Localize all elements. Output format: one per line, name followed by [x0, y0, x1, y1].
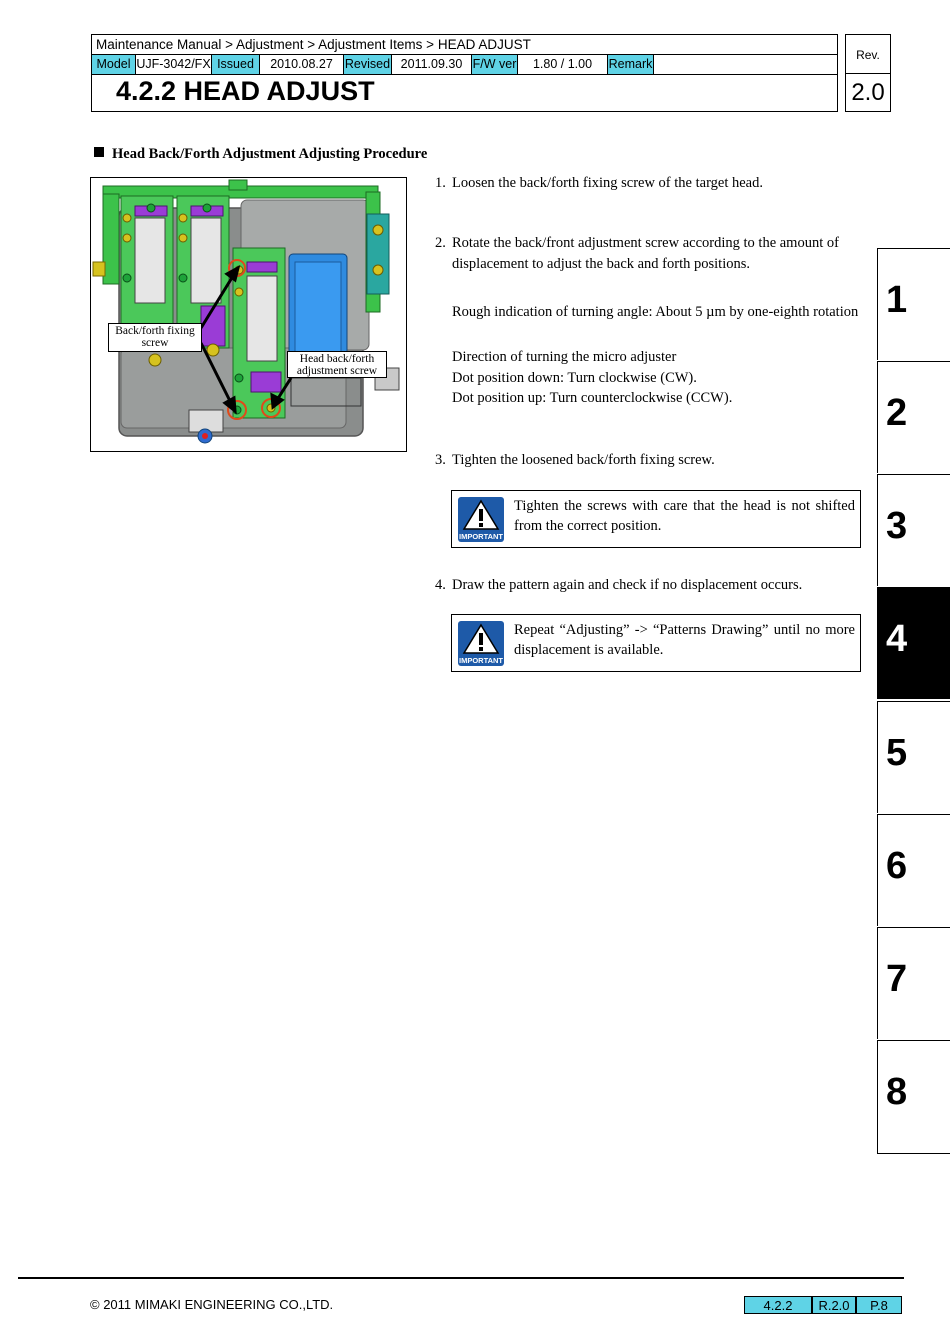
page-title: 4.2.2 HEAD ADJUST [116, 76, 375, 106]
model-label: Model [92, 55, 136, 74]
rev-label: Rev. [846, 35, 890, 74]
important-warning-icon [458, 621, 504, 666]
svg-text:IMPORTANT: IMPORTANT [458, 656, 504, 665]
document-header [91, 34, 838, 112]
important-note-1 [451, 490, 861, 548]
bullet-square-icon [94, 147, 104, 157]
svg-text:IMPORTANT: IMPORTANT [458, 532, 504, 541]
section-heading [94, 146, 427, 163]
footer-page: P.8 [856, 1296, 902, 1314]
fw-label: F/W ver [472, 55, 518, 74]
important-note-2-text: Repeat “Adjusting” -> “Patterns Drawing” until no more displacement is available. [514, 622, 855, 658]
revised-value: 2011.09.30 [392, 55, 472, 74]
model-value: UJF-3042/FX [136, 55, 212, 74]
chapter-tab-6[interactable]: 6 [877, 814, 950, 926]
head-assembly-illustration [91, 178, 407, 452]
revision-box [845, 34, 891, 112]
chapter-tab-4[interactable]: 4 [877, 587, 950, 699]
footer-divider [18, 1277, 904, 1279]
fw-value: 1.80 / 1.00 [518, 55, 608, 74]
revised-label: Revised [344, 55, 392, 74]
direction-text: Direction of turning the micro adjuster [452, 349, 677, 365]
chapter-tab-3[interactable]: 3 [877, 474, 950, 586]
copyright: © 2011 MIMAKI ENGINEERING CO.,LTD. [90, 1297, 334, 1312]
dot-up-text: Dot position up: Turn counterclockwise (CCW). [452, 390, 733, 406]
rough-indication-text: Rough indication of turning angle: About 5 µm by one-eighth rotation [452, 304, 859, 320]
chapter-tab-2[interactable]: 2 [877, 361, 950, 473]
section-heading-text: Head Back/Forth Adjustment Adjusting Procedure [112, 146, 428, 162]
issued-label: Issued [212, 55, 260, 74]
rev-value: 2.0 [851, 79, 885, 106]
dot-down-text: Dot position down: Turn clockwise (CW). [452, 370, 697, 386]
important-note-1-text: Tighten the screws with care that the head is not shifted from the correct position. [514, 498, 855, 534]
breadcrumb: Maintenance Manual > Adjustment > Adjustment Items > HEAD ADJUST [92, 35, 837, 55]
callout-fixing-screw: Back/forth fixing screw [108, 323, 202, 352]
head-assembly-figure [90, 177, 407, 452]
footer-section: 4.2.2 [744, 1296, 812, 1314]
issued-value: 2010.08.27 [260, 55, 344, 74]
chapter-tab-7[interactable]: 7 [877, 927, 950, 1039]
remark-label: Remark [608, 55, 654, 74]
callout-adjust-screw: Head back/forth adjustment screw [287, 351, 387, 378]
chapter-tab-8[interactable]: 8 [877, 1040, 950, 1154]
important-warning-icon [458, 497, 504, 542]
important-note-2 [451, 614, 861, 672]
chapter-tab-5[interactable]: 5 [877, 701, 950, 813]
header-info-row [92, 55, 837, 75]
footer-revision: R.2.0 [812, 1296, 856, 1314]
chapter-tab-1[interactable]: 1 [877, 248, 950, 360]
